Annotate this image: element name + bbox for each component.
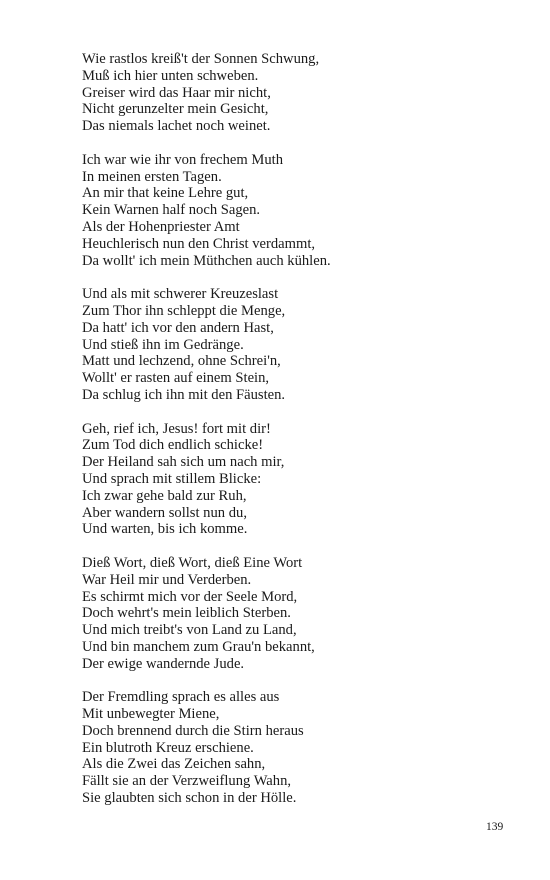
verse-line: Und mich treibt's von Land zu Land, (82, 622, 297, 639)
verse-line: Zum Tod dich endlich schicke! (82, 437, 264, 454)
stanza-5 (82, 555, 522, 673)
verse-line: Mit unbewegter Miene, (82, 706, 220, 723)
verse-line: Ich war wie ihr von frechem Muth (82, 151, 283, 168)
poem-text (82, 51, 522, 824)
verse-line: Das niemals lachet noch weinet. (82, 118, 271, 135)
verse-line: Fällt sie an der Verzweiflung Wahn, (82, 773, 292, 790)
verse-line: Als der Hohenpriester Amt (82, 218, 240, 235)
verse-line: Und als mit schwerer Kreuzeslast (82, 286, 279, 303)
verse-line: Aber wandern sollst nun du, (82, 504, 247, 521)
verse-line: Der Fremdling sprach es alles aus (82, 689, 280, 706)
verse-line: Und sprach mit stillem Blicke: (82, 470, 262, 487)
stanza-6 (82, 689, 522, 807)
verse-line: Und stieß ihn im Gedränge. (82, 336, 244, 353)
verse-line: Und bin manchem zum Grau'n bekannt, (82, 638, 315, 655)
verse-line: Doch wehrt's mein leiblich Sterben. (82, 605, 291, 622)
verse-line: Muß ich hier unten schweben. (82, 67, 259, 84)
verse-line: Greiser wird das Haar mir nicht, (82, 84, 271, 101)
verse-line: Als die Zwei das Zeichen sahn, (82, 756, 266, 773)
verse-line: Sie glaubten sich schon in der Hölle. (82, 790, 297, 807)
verse-line: In meinen ersten Tagen. (82, 168, 222, 185)
verse-line: Doch brennend durch die Stirn heraus (82, 722, 304, 739)
page-number: 139 (486, 821, 504, 833)
verse-line: Ein blutroth Kreuz erschiene. (82, 739, 254, 756)
verse-line: Da hatt' ich vor den andern Hast, (82, 319, 274, 336)
stanza-4 (82, 421, 522, 539)
verse-line: Da wollt' ich mein Müthchen auch kühlen. (82, 252, 331, 269)
verse-line: Es schirmt mich vor der Seele Mord, (82, 588, 298, 605)
stanza-2 (82, 152, 522, 270)
verse-line: Dieß Wort, dieß Wort, dieß Eine Wort (82, 554, 303, 571)
verse-line: Matt und lechzend, ohne Schrei'n, (82, 353, 281, 370)
stanza-3 (82, 286, 522, 404)
verse-line: Der Heiland sah sich um nach mir, (82, 454, 285, 471)
verse-line: Ich zwar gehe bald zur Ruh, (82, 487, 247, 504)
verse-line: Nicht gerunzelter mein Gesicht, (82, 101, 269, 118)
verse-line: Da schlug ich ihn mit den Fäusten. (82, 386, 286, 403)
verse-line: Und warten, bis ich komme. (82, 521, 248, 538)
verse-line: Geh, rief ich, Jesus! fort mit dir! (82, 420, 271, 437)
verse-line: Kein Warnen half noch Sagen. (82, 202, 261, 219)
verse-line: Heuchlerisch nun den Christ verdammt, (82, 235, 316, 252)
verse-line: Der ewige wandernde Jude. (82, 655, 245, 672)
stanza-1 (82, 51, 522, 135)
verse-line: War Heil mir und Verderben. (82, 571, 252, 588)
verse-line: Wie rastlos kreiß't der Sonnen Schwung, (82, 51, 320, 67)
verse-line: Zum Thor ihn schleppt die Menge, (82, 302, 286, 319)
verse-line: Wollt' er rasten auf einem Stein, (82, 370, 270, 387)
verse-line: An mir that keine Lehre gut, (82, 185, 249, 202)
